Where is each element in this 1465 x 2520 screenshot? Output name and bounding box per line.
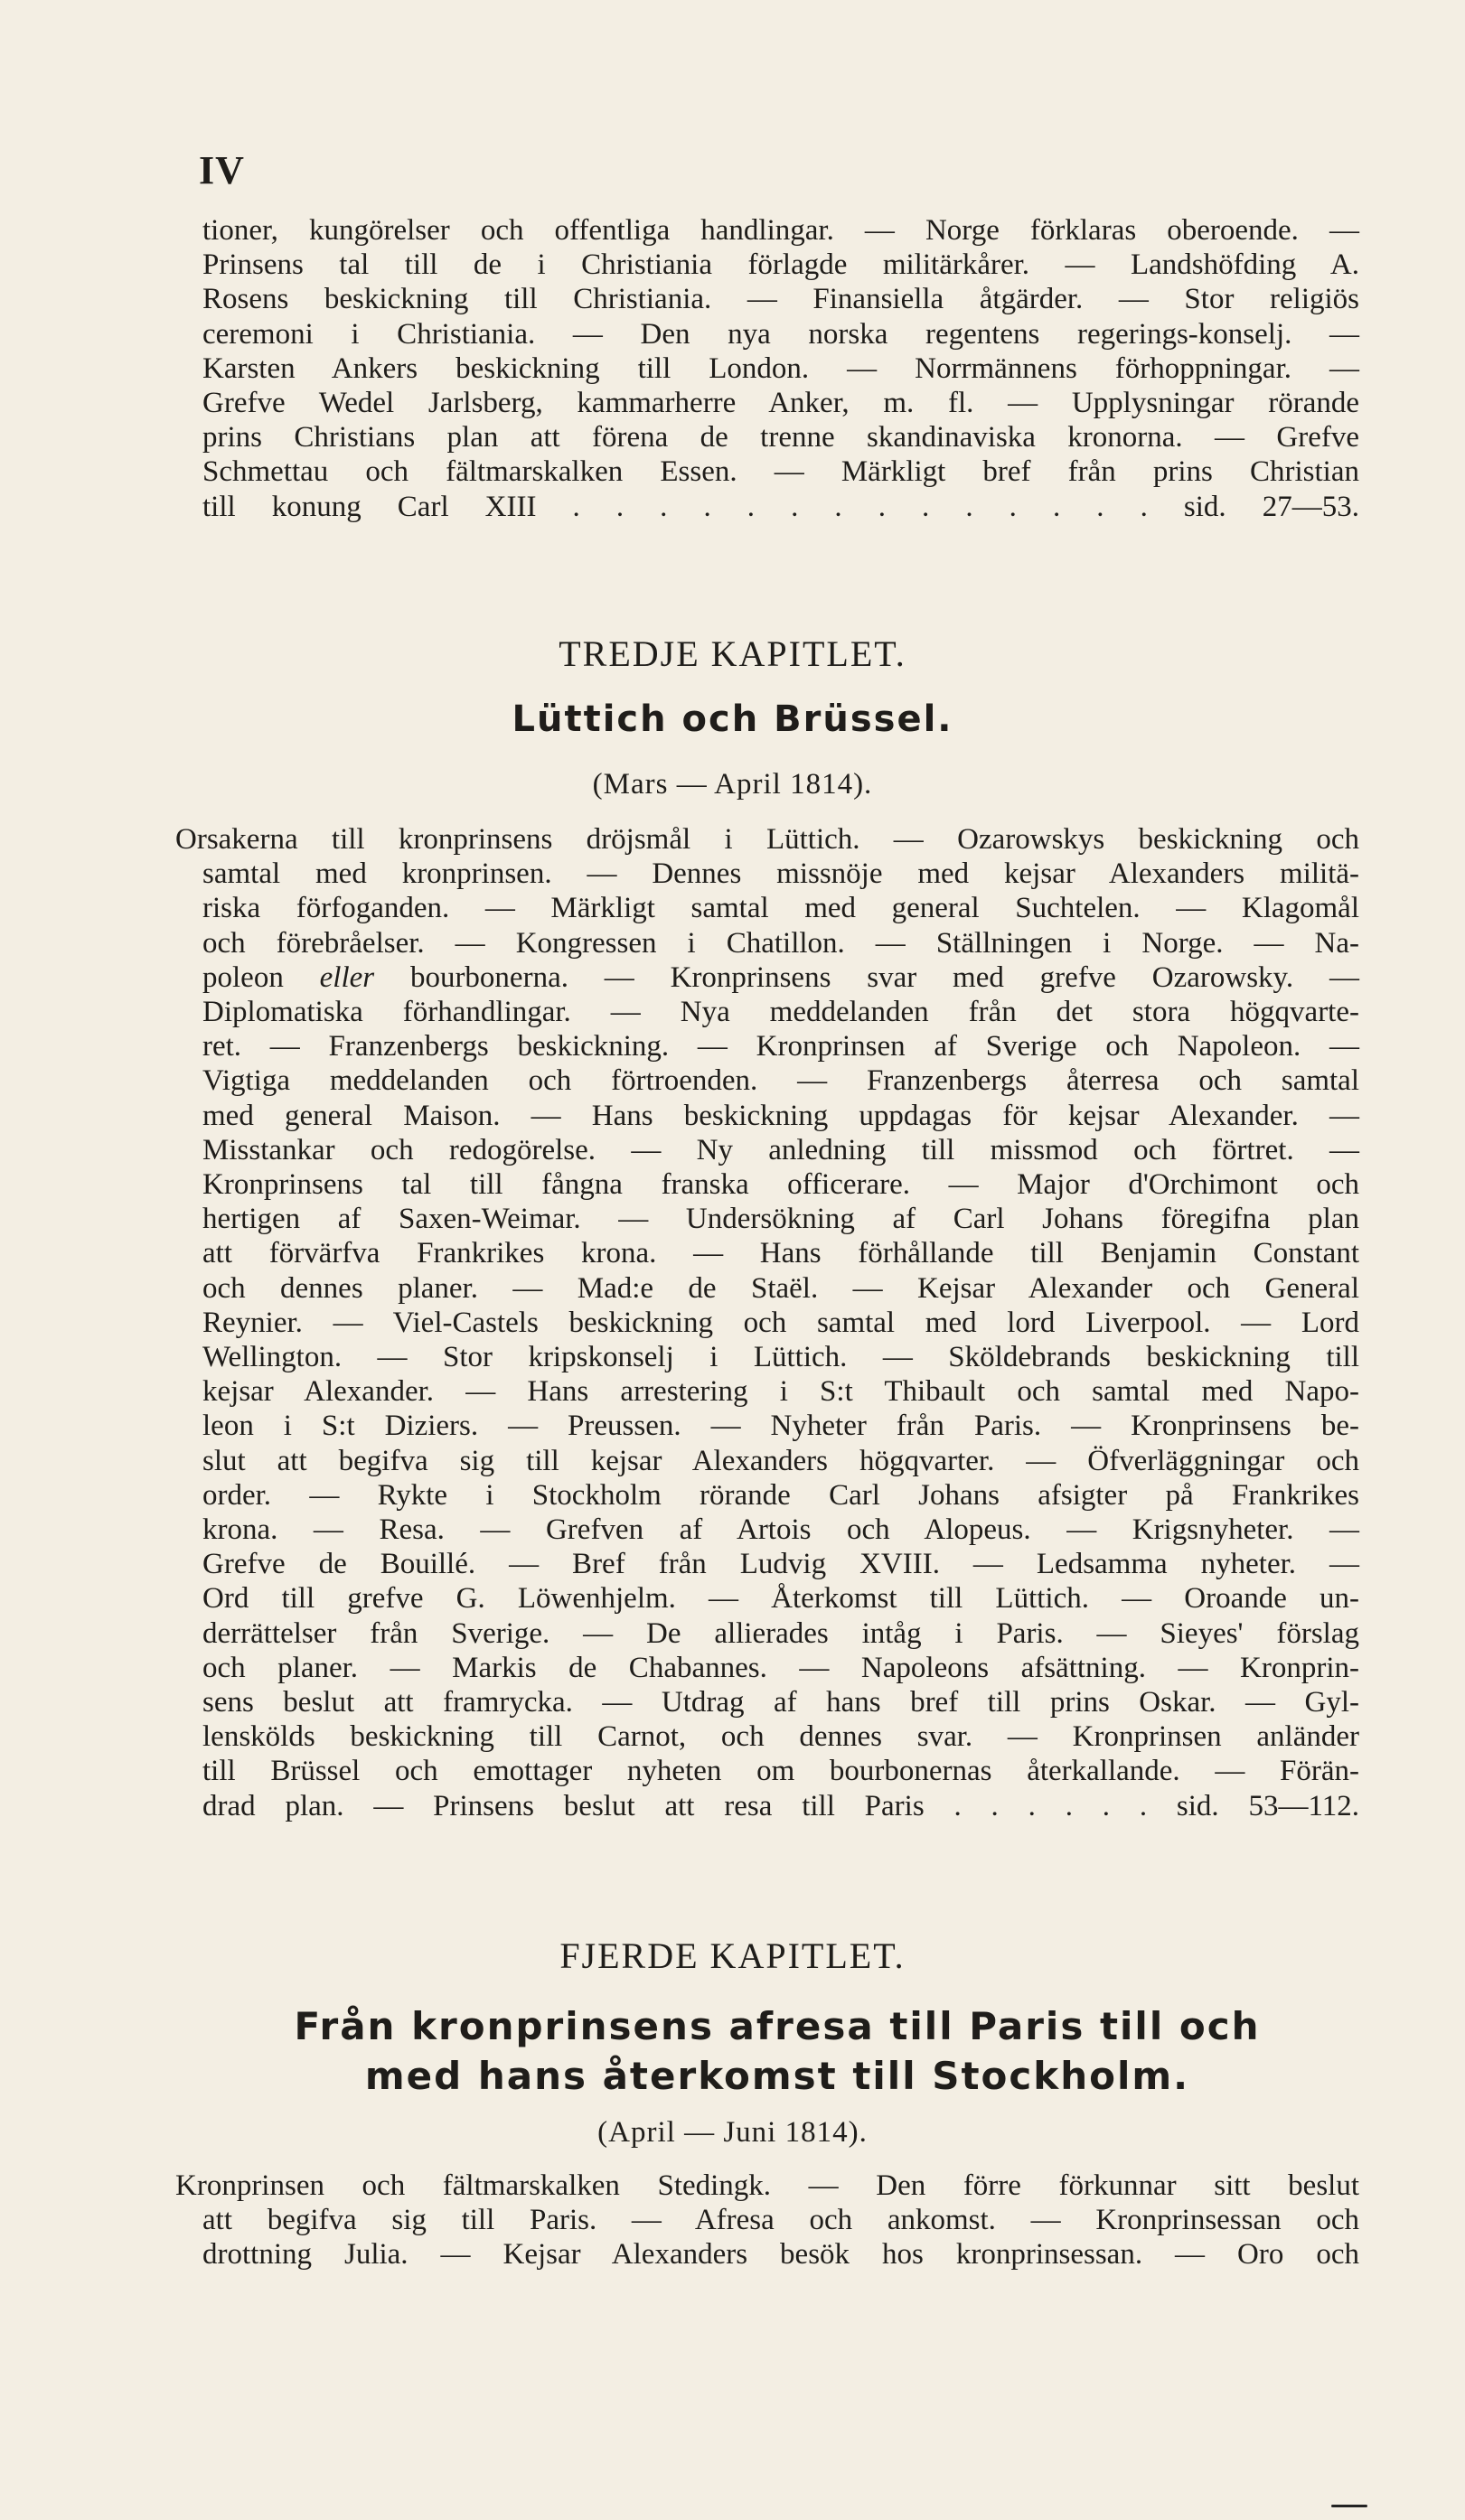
text-line: Rosens beskickning till Christiania. — Finansiella åtgärder. — Stor religiös [202,283,1359,316]
text-line: slut att begifva sig till kejsar Alexanders högqvarter. — Öfverläggningar och [202,1444,1359,1477]
text-line: till konung Carl XIII . . . . . . . . . . . . . . sid. 27—53. [202,490,1359,523]
text-line: lenskölds beskickning till Carnot, och dennes svar. — Kronprinsen anländer [202,1720,1359,1754]
intro-section [202,213,1359,524]
text-line: Misstankar och redogörelse. — Ny anledning till missmod och förtret. — [202,1133,1359,1166]
text-line: Grefve Wedel Jarlsberg, kammarherre Anker, m. fl. — Upplysningar rörande [202,387,1359,420]
text-line: Kronprinsen och fältmarskalken Stedingk. — Den förre förkunnar sitt beslut [175,2169,1359,2202]
text-line: Diplomatiska förhandlingar. — Nya meddelanden från det stora högqvarte- [202,996,1359,1029]
text-line: till Brüssel och emottager nyheten om bourbonernas återkallande. — Förän- [202,1755,1359,1788]
text-line: kejsar Alexander. — Hans arrestering i S:t Thibault och samtal med Napo- [202,1375,1359,1409]
text-line: Grefve de Bouillé. — Bref från Ludvig XVIII. — Ledsamma nyheter. — [202,1548,1359,1581]
text-line: tioner, kungörelser och offentliga handlingar. — Norge förklaras oberoende. — [202,214,1359,247]
text-line: Karsten Ankers beskickning till London. — Norrmännens förhoppningar. — [202,351,1359,385]
text-line: order. — Rykte i Stockholm rörande Carl Johans afsigter på Frankrikes [202,1478,1359,1512]
text-line: och planer. — Markis de Chabannes. — Napoleons afsättning. — Kronprin- [202,1651,1359,1684]
text-line: riska förfoganden. — Märkligt samtal med general Suchtelen. — Klagomål [202,892,1359,925]
text-line: Prinsens tal till de i Christiania förlagde militärkårer. — Landshöfding A. [202,248,1359,282]
text-line: poleon eller bourbonerna. — Kronprinsens svar med grefve Ozarowsky. — [202,960,1359,994]
text-line: prins Christians plan att förena de trenne skandinaviska kronorna. — Grefve [202,421,1359,454]
chapter-4-subtitle-line-2: med hans återkomst till Stockholm. [364,2054,1190,2098]
text-line: krona. — Resa. — Grefven af Artois och Alopeus. — Krigsnyheter. — [202,1513,1359,1547]
print-mark [1331,2505,1367,2507]
text-line: Vigtiga meddelanden och förtroenden. — Franzenbergs återresa och samtal [202,1064,1359,1098]
chapter-3-dates: (Mars — April 1814). [592,768,873,801]
text-line: Kronprinsens tal till fångna franska officerare. — Major d'Orchimont och [202,1168,1359,1202]
text-line: och förebråelser. — Kongressen i Chatillon. — Ställningen i Norge. — Na- [202,926,1359,960]
text-line: Reynier. — Viel-Castels beskickning och samtal med lord Liverpool. — Lord [202,1306,1359,1339]
text-line: ceremoni i Christiania. — Den nya norska regentens regerings-konselj. — [202,317,1359,351]
text-line: att förvärfva Frankrikes krona. — Hans förhållande till Benjamin Constant [202,1237,1359,1270]
text-line: Ord till grefve G. Löwenhjelm. — Återkomst till Lüttich. — Oroande un- [202,1582,1359,1616]
text-line: Wellington. — Stor kripskonselj i Lüttich. — Sköldebrands beskickning till [202,1341,1359,1374]
chapter-4-dates: (April — Juni 1814). [597,2116,868,2149]
text-line: med general Maison. — Hans beskickning uppdagas för kejsar Alexander. — [202,1099,1359,1132]
text-line: ret. — Franzenbergs beskickning. — Kronprinsen af Sverige och Napoleon. — [202,1030,1359,1063]
text-line: hertigen af Saxen-Weimar. — Undersökning af Carl Johans föregifna plan [202,1203,1359,1236]
text-line: sens beslut att framrycka. — Utdrag af hans bref till prins Oskar. — Gyl- [202,1686,1359,1719]
text-line: drottning Julia. — Kejsar Alexanders besök hos kronprinsessan. — Oro och [202,2238,1359,2272]
chapter-3-title: TREDJE KAPITLET. [559,633,906,674]
text-line: leon i S:t Diziers. — Preussen. — Nyheter från Paris. — Kronprinsens be- [202,1410,1359,1443]
text-line: drad plan. — Prinsens beslut att resa till Paris . . . . . . sid. 53—112. [202,1789,1359,1822]
text-line: samtal med kronprinsen. — Dennes missnöje med kejsar Alexanders militä- [202,857,1359,891]
text-line: Schmettau och fältmarskalken Essen. — Märkligt bref från prins Christian [202,455,1359,489]
text-line: och dennes planer. — Mad:e de Staël. — Kejsar Alexander och General [202,1271,1359,1305]
chapter-4-subtitle [190,2001,1365,2101]
chapter-4-title: FJERDE KAPITLET. [559,1935,906,1976]
chapter-4-summary [175,2169,1359,2272]
chapter-3-summary [175,822,1359,1823]
text-line: derrättelser från Sverige. — De allierades intåg i Paris. — Sieyes' förslag [202,1616,1359,1650]
text-line: att begifva sig till Paris. — Afresa och ankomst. — Kronprinsessan och [202,2204,1359,2237]
chapter-4-subtitle-line-1: Från kronprinsens afresa till Paris till och [294,2004,1261,2048]
page-number: IV [199,148,245,192]
text-line: Orsakerna till kronprinsens dröjsmål i Lüttich. — Ozarowskys beskickning och [175,823,1359,856]
chapter-3-subtitle: Lüttich och Brüssel. [512,698,953,740]
